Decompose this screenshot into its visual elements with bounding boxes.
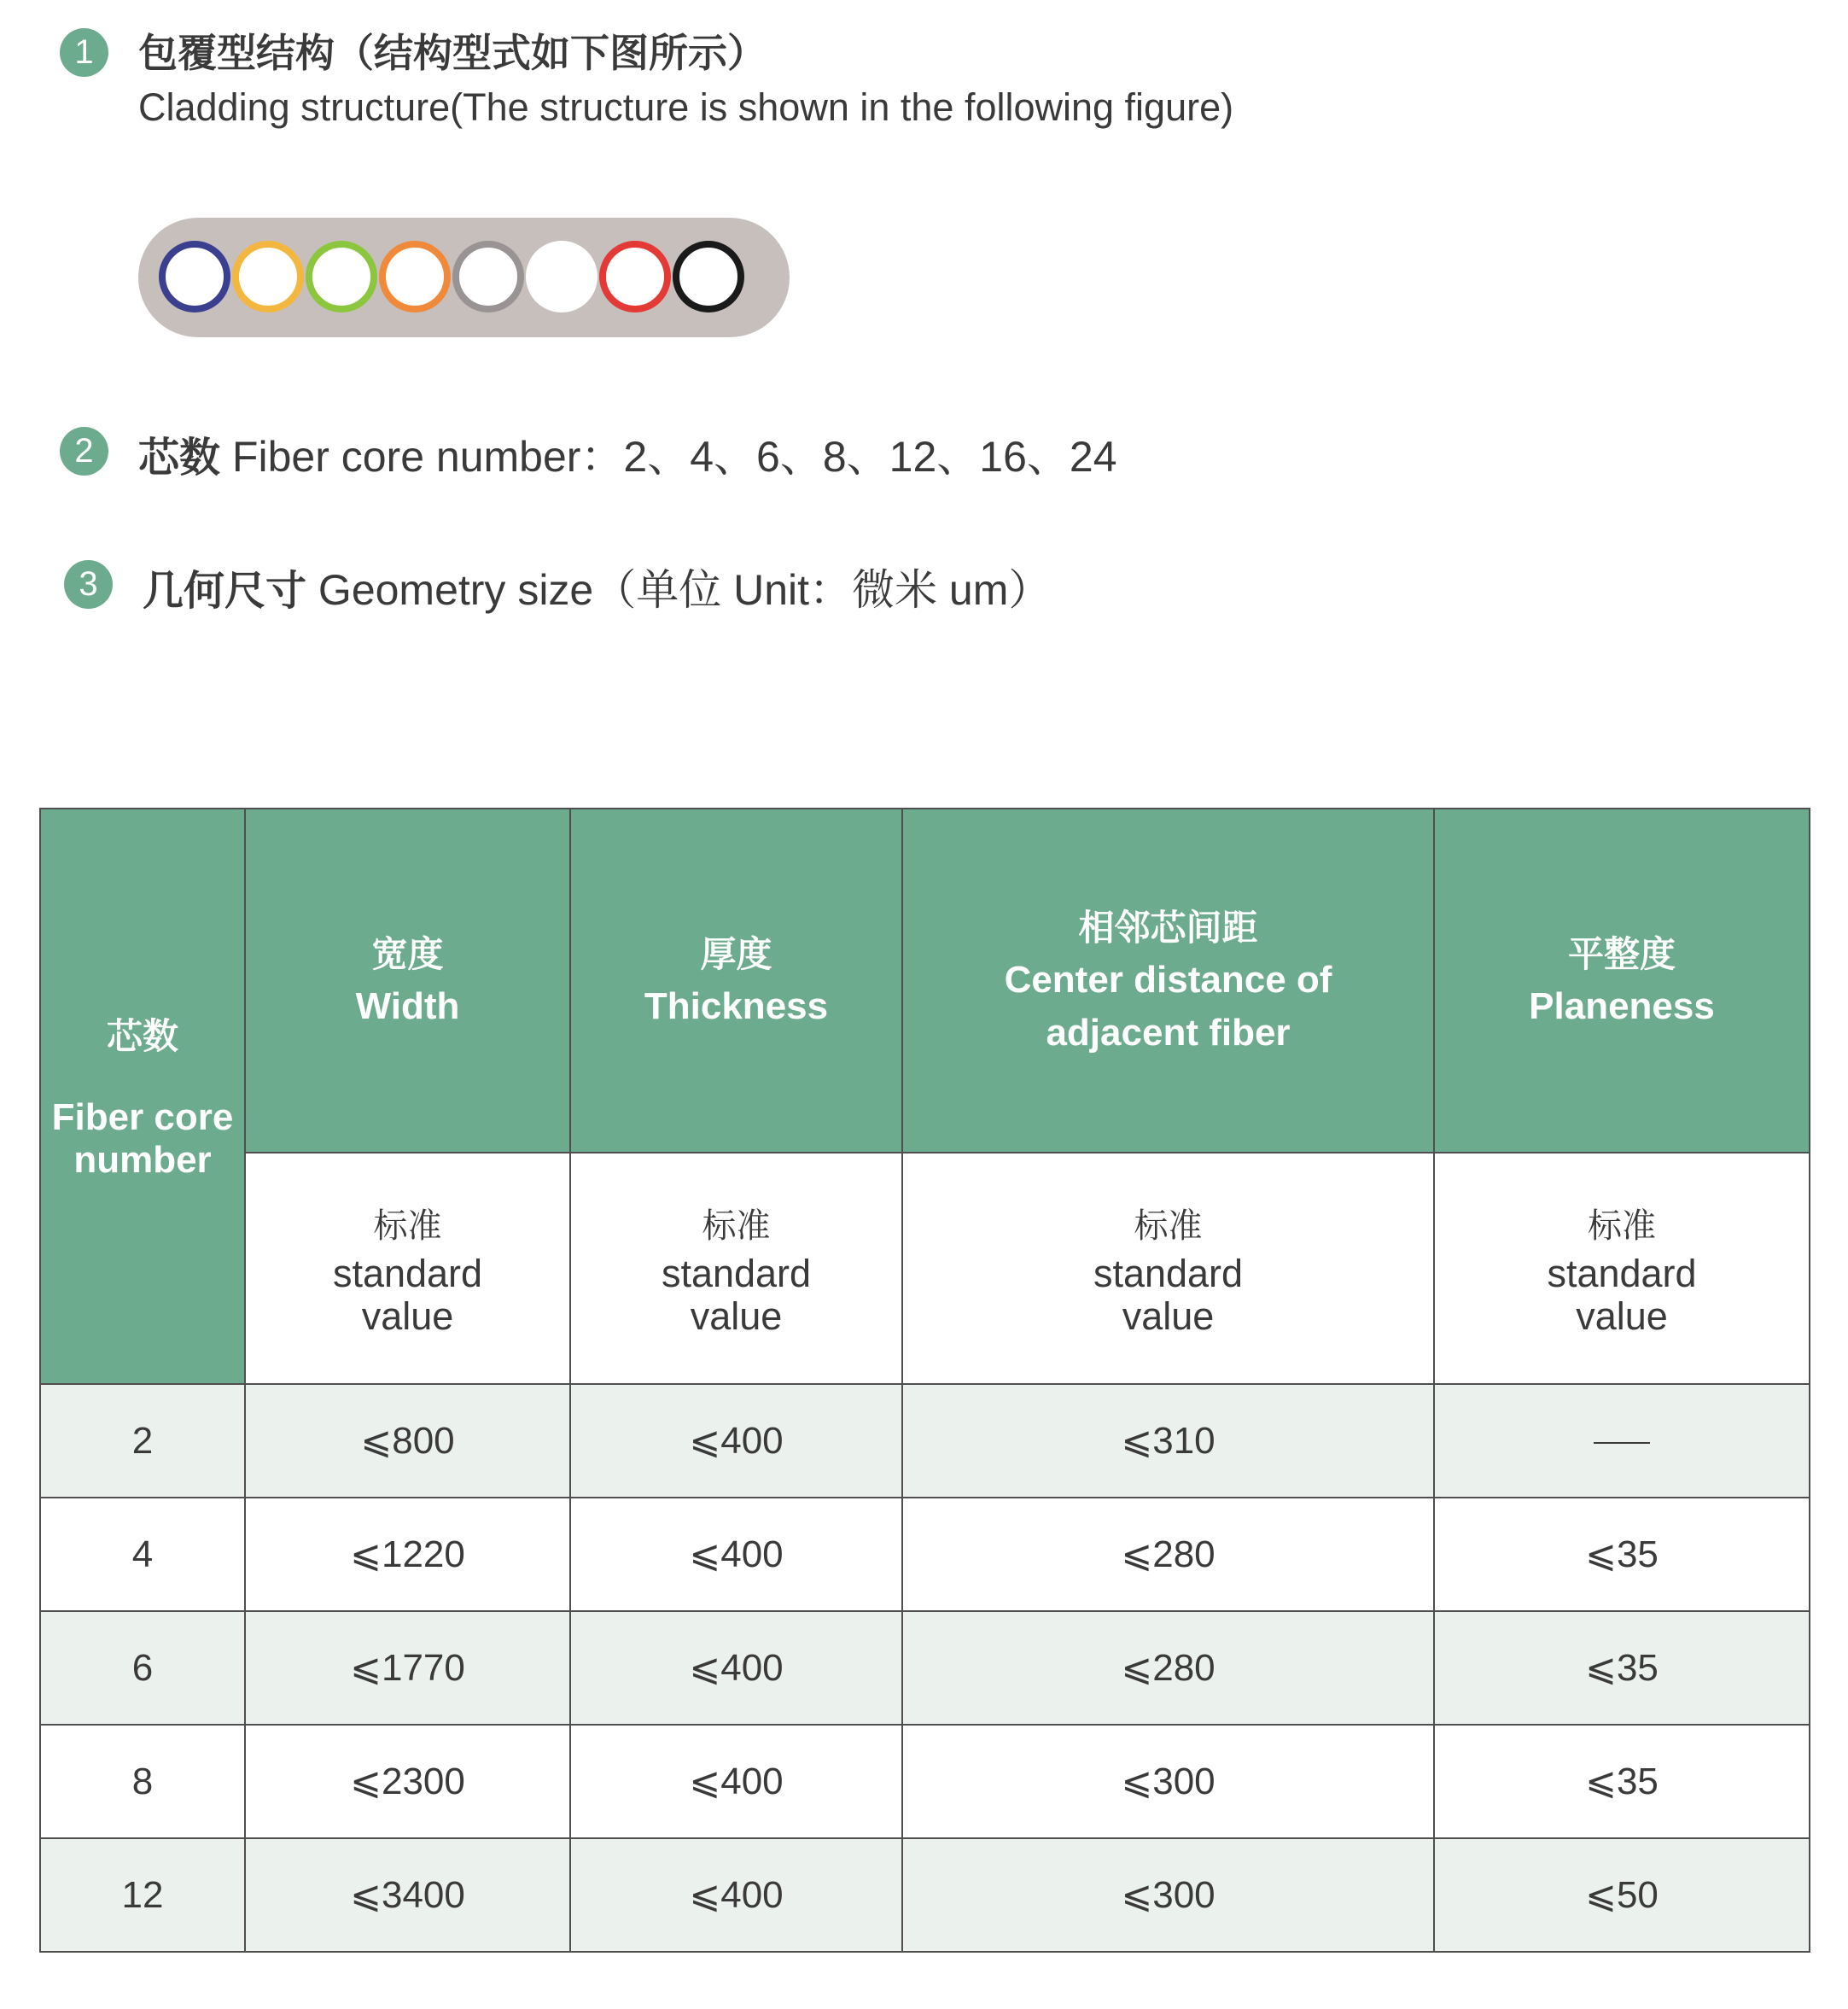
empty-dash (1594, 1442, 1650, 1444)
cell-width: ⩽1220 (245, 1498, 570, 1611)
sub-width-zh: 标准 (373, 1206, 442, 1246)
cell-core: 2 (40, 1384, 245, 1498)
sub-center-en: standard value (1093, 1251, 1244, 1338)
geometry-label-zh: 几何尺寸 (143, 567, 307, 615)
fiber-core-values: 2、4、6、8、12、16、24 (623, 433, 1117, 481)
sub-thickness (570, 1153, 902, 1384)
cell-width: ⩽800 (245, 1384, 570, 1498)
fiber-circle (306, 241, 377, 312)
fiber-core-number-line (138, 423, 1117, 484)
sub-thickness-en: standard value (661, 1251, 812, 1338)
fiber-circle (232, 241, 304, 312)
cell-center: ⩽310 (902, 1384, 1434, 1498)
section-3-badge: 3 (64, 560, 113, 609)
section-2-badge: 2 (60, 427, 108, 476)
header-planeness (1434, 809, 1810, 1153)
header-core-zh: 芯数 (106, 1015, 178, 1057)
sub-planeness-en: standard value (1547, 1251, 1697, 1338)
cell-center: ⩽280 (902, 1611, 1434, 1725)
cell-thickness: ⩽400 (570, 1838, 902, 1952)
table-row (40, 1498, 1810, 1611)
header-core-en: Fiber core number (51, 1096, 234, 1181)
cell-width: ⩽2300 (245, 1725, 570, 1838)
cell-planeness: ⩽35 (1434, 1725, 1810, 1838)
cell-center: ⩽280 (902, 1498, 1434, 1611)
sub-thickness-zh: 标准 (702, 1206, 771, 1246)
cell-core: 12 (40, 1838, 245, 1952)
header-width-en: Width (355, 984, 460, 1027)
cell-planeness: ⩽35 (1434, 1611, 1810, 1725)
cell-thickness: ⩽400 (570, 1611, 902, 1725)
fiber-circle (452, 241, 524, 312)
table-row (40, 1725, 1810, 1838)
cell-planeness: ⩽35 (1434, 1498, 1810, 1611)
geometry-size-line (143, 556, 1051, 617)
cell-center: ⩽300 (902, 1838, 1434, 1952)
cell-thickness: ⩽400 (570, 1498, 902, 1611)
fiber-core-label-en: Fiber core number： (231, 433, 624, 481)
sub-center (902, 1153, 1434, 1384)
header-thickness-zh: 厚度 (700, 932, 772, 975)
cell-planeness: ⩽50 (1434, 1838, 1810, 1952)
cable-illustration (138, 218, 790, 337)
cell-planeness (1434, 1384, 1810, 1498)
header-width-zh: 宽度 (371, 932, 444, 975)
header-width (245, 809, 570, 1153)
cell-width: ⩽1770 (245, 1611, 570, 1725)
fiber-circle (159, 241, 230, 312)
section-1-title-en: Cladding structure(The structure is shown in the following figure) (138, 85, 1234, 129)
table-row (40, 1384, 1810, 1498)
cell-thickness: ⩽400 (570, 1384, 902, 1498)
cell-center: ⩽300 (902, 1725, 1434, 1838)
sub-planeness (1434, 1153, 1810, 1384)
header-thickness-en: Thickness (644, 984, 829, 1027)
sub-width-en: standard value (332, 1251, 483, 1338)
header-core-number (40, 809, 245, 1384)
section-1-title-zh: 包覆型结构（结构型式如下图所示） (138, 30, 767, 76)
fiber-core-label-zh: 芯数 (138, 434, 221, 482)
header-planeness-zh: 平整度 (1567, 932, 1676, 975)
table-row (40, 1838, 1810, 1952)
cell-thickness: ⩽400 (570, 1725, 902, 1838)
fiber-circle (599, 241, 671, 312)
cell-width: ⩽3400 (245, 1838, 570, 1952)
fiber-circle (526, 241, 598, 312)
geometry-label-en: Geometry size（单位 Unit：微米 um） (318, 566, 1052, 614)
sub-center-zh: 标准 (1134, 1206, 1203, 1246)
sub-planeness-zh: 标准 (1588, 1206, 1656, 1246)
header-thickness (570, 809, 902, 1153)
fiber-circle (379, 241, 451, 312)
geometry-table (39, 808, 1810, 1953)
cell-core: 4 (40, 1498, 245, 1611)
header-center-zh: 相邻芯间距 (1078, 906, 1258, 949)
cell-core: 8 (40, 1725, 245, 1838)
table-row (40, 1611, 1810, 1725)
header-planeness-en: Planeness (1529, 984, 1715, 1027)
header-center-distance (902, 809, 1434, 1153)
header-center-en: Center distance of adjacent fiber (1004, 958, 1332, 1054)
fiber-circle (673, 241, 744, 312)
cell-core: 6 (40, 1611, 245, 1725)
section-1-badge: 1 (60, 28, 108, 77)
sub-width (245, 1153, 570, 1384)
